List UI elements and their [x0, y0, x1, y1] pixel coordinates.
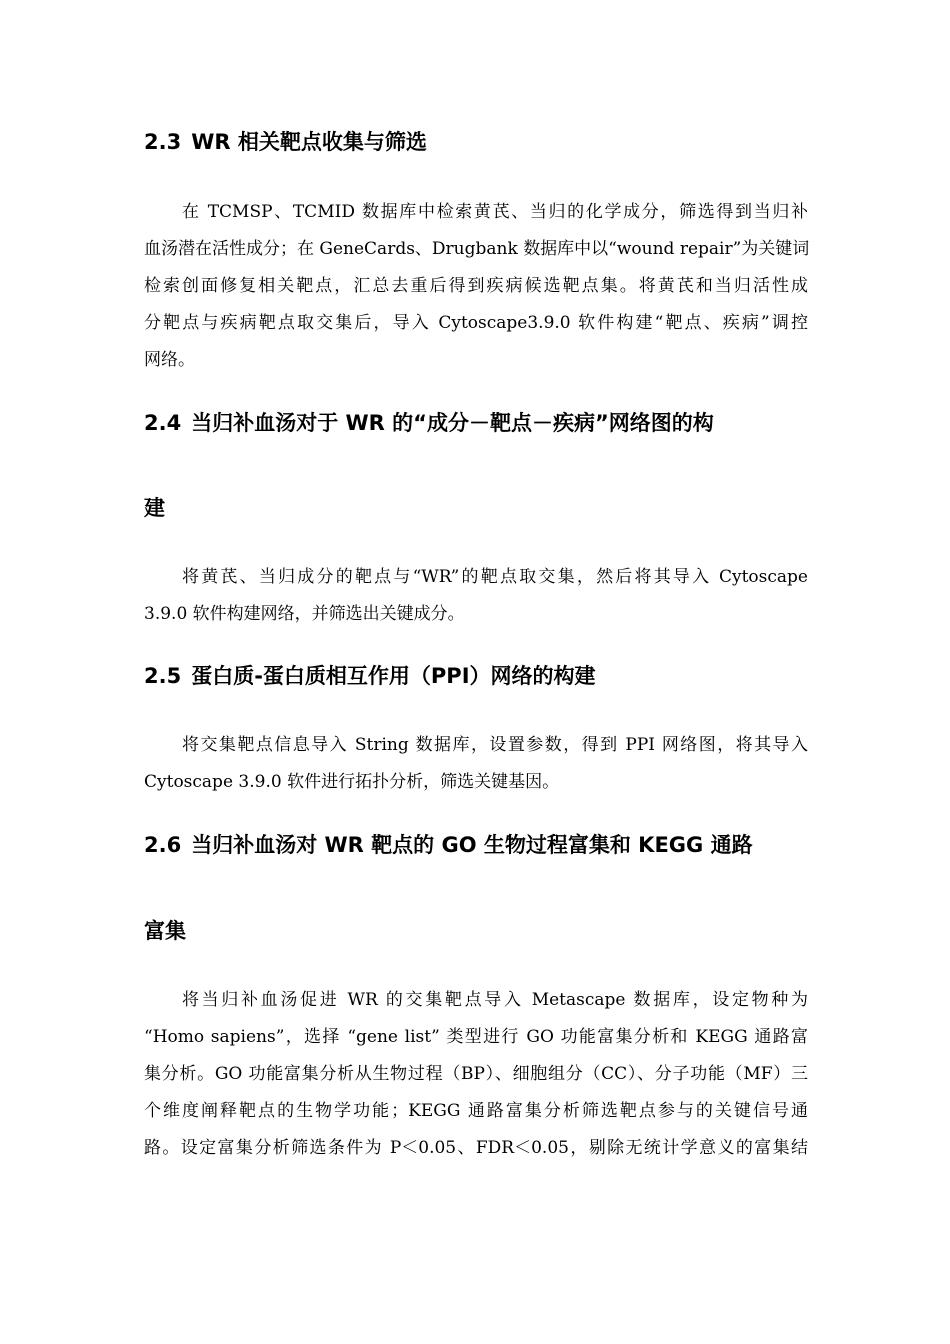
section-title: 蛋白质-蛋白质相互作用（PPI）网络的构建	[191, 664, 596, 688]
section-number: 2.5	[144, 664, 182, 688]
section-title: WR 相关靶点收集与筛选	[191, 130, 427, 154]
paragraph-line: 在 TCMSP、TCMID 数据库中检索黄芪、当归的化学成分，筛选得到当归补	[182, 202, 808, 222]
paragraph-2-5	[144, 727, 808, 801]
paragraph-2-6	[144, 982, 808, 1167]
section-number: 2.3	[144, 130, 182, 154]
section-title: 当归补血汤对于 WR 的“成分－靶点－疾病”网络图的构	[191, 411, 714, 435]
paragraph-line: 血汤潜在活性成分；在 GeneCards、Drugbank 数据库中以“wound repair”为关键词	[144, 239, 810, 259]
section-heading-2-6-continued	[144, 917, 186, 945]
section-number: 2.4	[144, 411, 182, 435]
paragraph-line: 网络。	[144, 350, 195, 370]
paragraph-line: 集分析。GO 功能富集分析从生物过程（BP）、细胞组分（CC）、分子功能（MF）三	[144, 1064, 808, 1084]
paragraph-line: Cytoscape 3.9.0 软件进行拓扑分析，筛选关键基因。	[144, 772, 560, 792]
paragraph-line: 将交集靶点信息导入 String 数据库，设置参数，得到 PPI 网络图，将其导入	[182, 735, 808, 755]
paragraph-line: 将当归补血汤促进 WR 的交集靶点导入 Metascape 数据库，设定物种为	[182, 990, 808, 1010]
section-heading-2-6	[144, 831, 753, 859]
paragraph-line: 路。设定富集分析筛选条件为 P＜0.05、FDR＜0.05，剔除无统计学意义的富集结	[144, 1138, 808, 1158]
section-number: 2.6	[144, 833, 182, 857]
section-title-continued: 建	[144, 496, 165, 520]
section-heading-2-4	[144, 409, 714, 437]
section-title-continued: 富集	[144, 919, 186, 943]
paragraph-line: 个维度阐释靶点的生物学功能；KEGG 通路富集分析筛选靶点参与的关键信号通	[144, 1101, 808, 1121]
paragraph-line: 将黄芪、当归成分的靶点与“WR”的靶点取交集，然后将其导入 Cytoscape	[182, 567, 808, 587]
section-heading-2-3	[144, 128, 427, 156]
paragraph-2-3	[144, 194, 808, 379]
section-heading-2-5	[144, 662, 596, 690]
paragraph-2-4	[144, 559, 808, 633]
paragraph-line: 3.9.0 软件构建网络，并筛选出关键成分。	[144, 604, 465, 624]
paragraph-line: 分靶点与疾病靶点取交集后，导入 Cytoscape3.9.0 软件构建“靶点、疾病”调控	[144, 313, 808, 333]
paragraph-line: “Homo sapiens”，选择 “gene list” 类型进行 GO 功能富集分析和 KEGG 通路富	[144, 1027, 808, 1047]
section-heading-2-4-continued	[144, 494, 165, 522]
paragraph-line: 检索创面修复相关靶点，汇总去重后得到疾病候选靶点集。将黄芪和当归活性成	[144, 276, 808, 296]
section-title: 当归补血汤对 WR 靶点的 GO 生物过程富集和 KEGG 通路	[191, 833, 753, 857]
